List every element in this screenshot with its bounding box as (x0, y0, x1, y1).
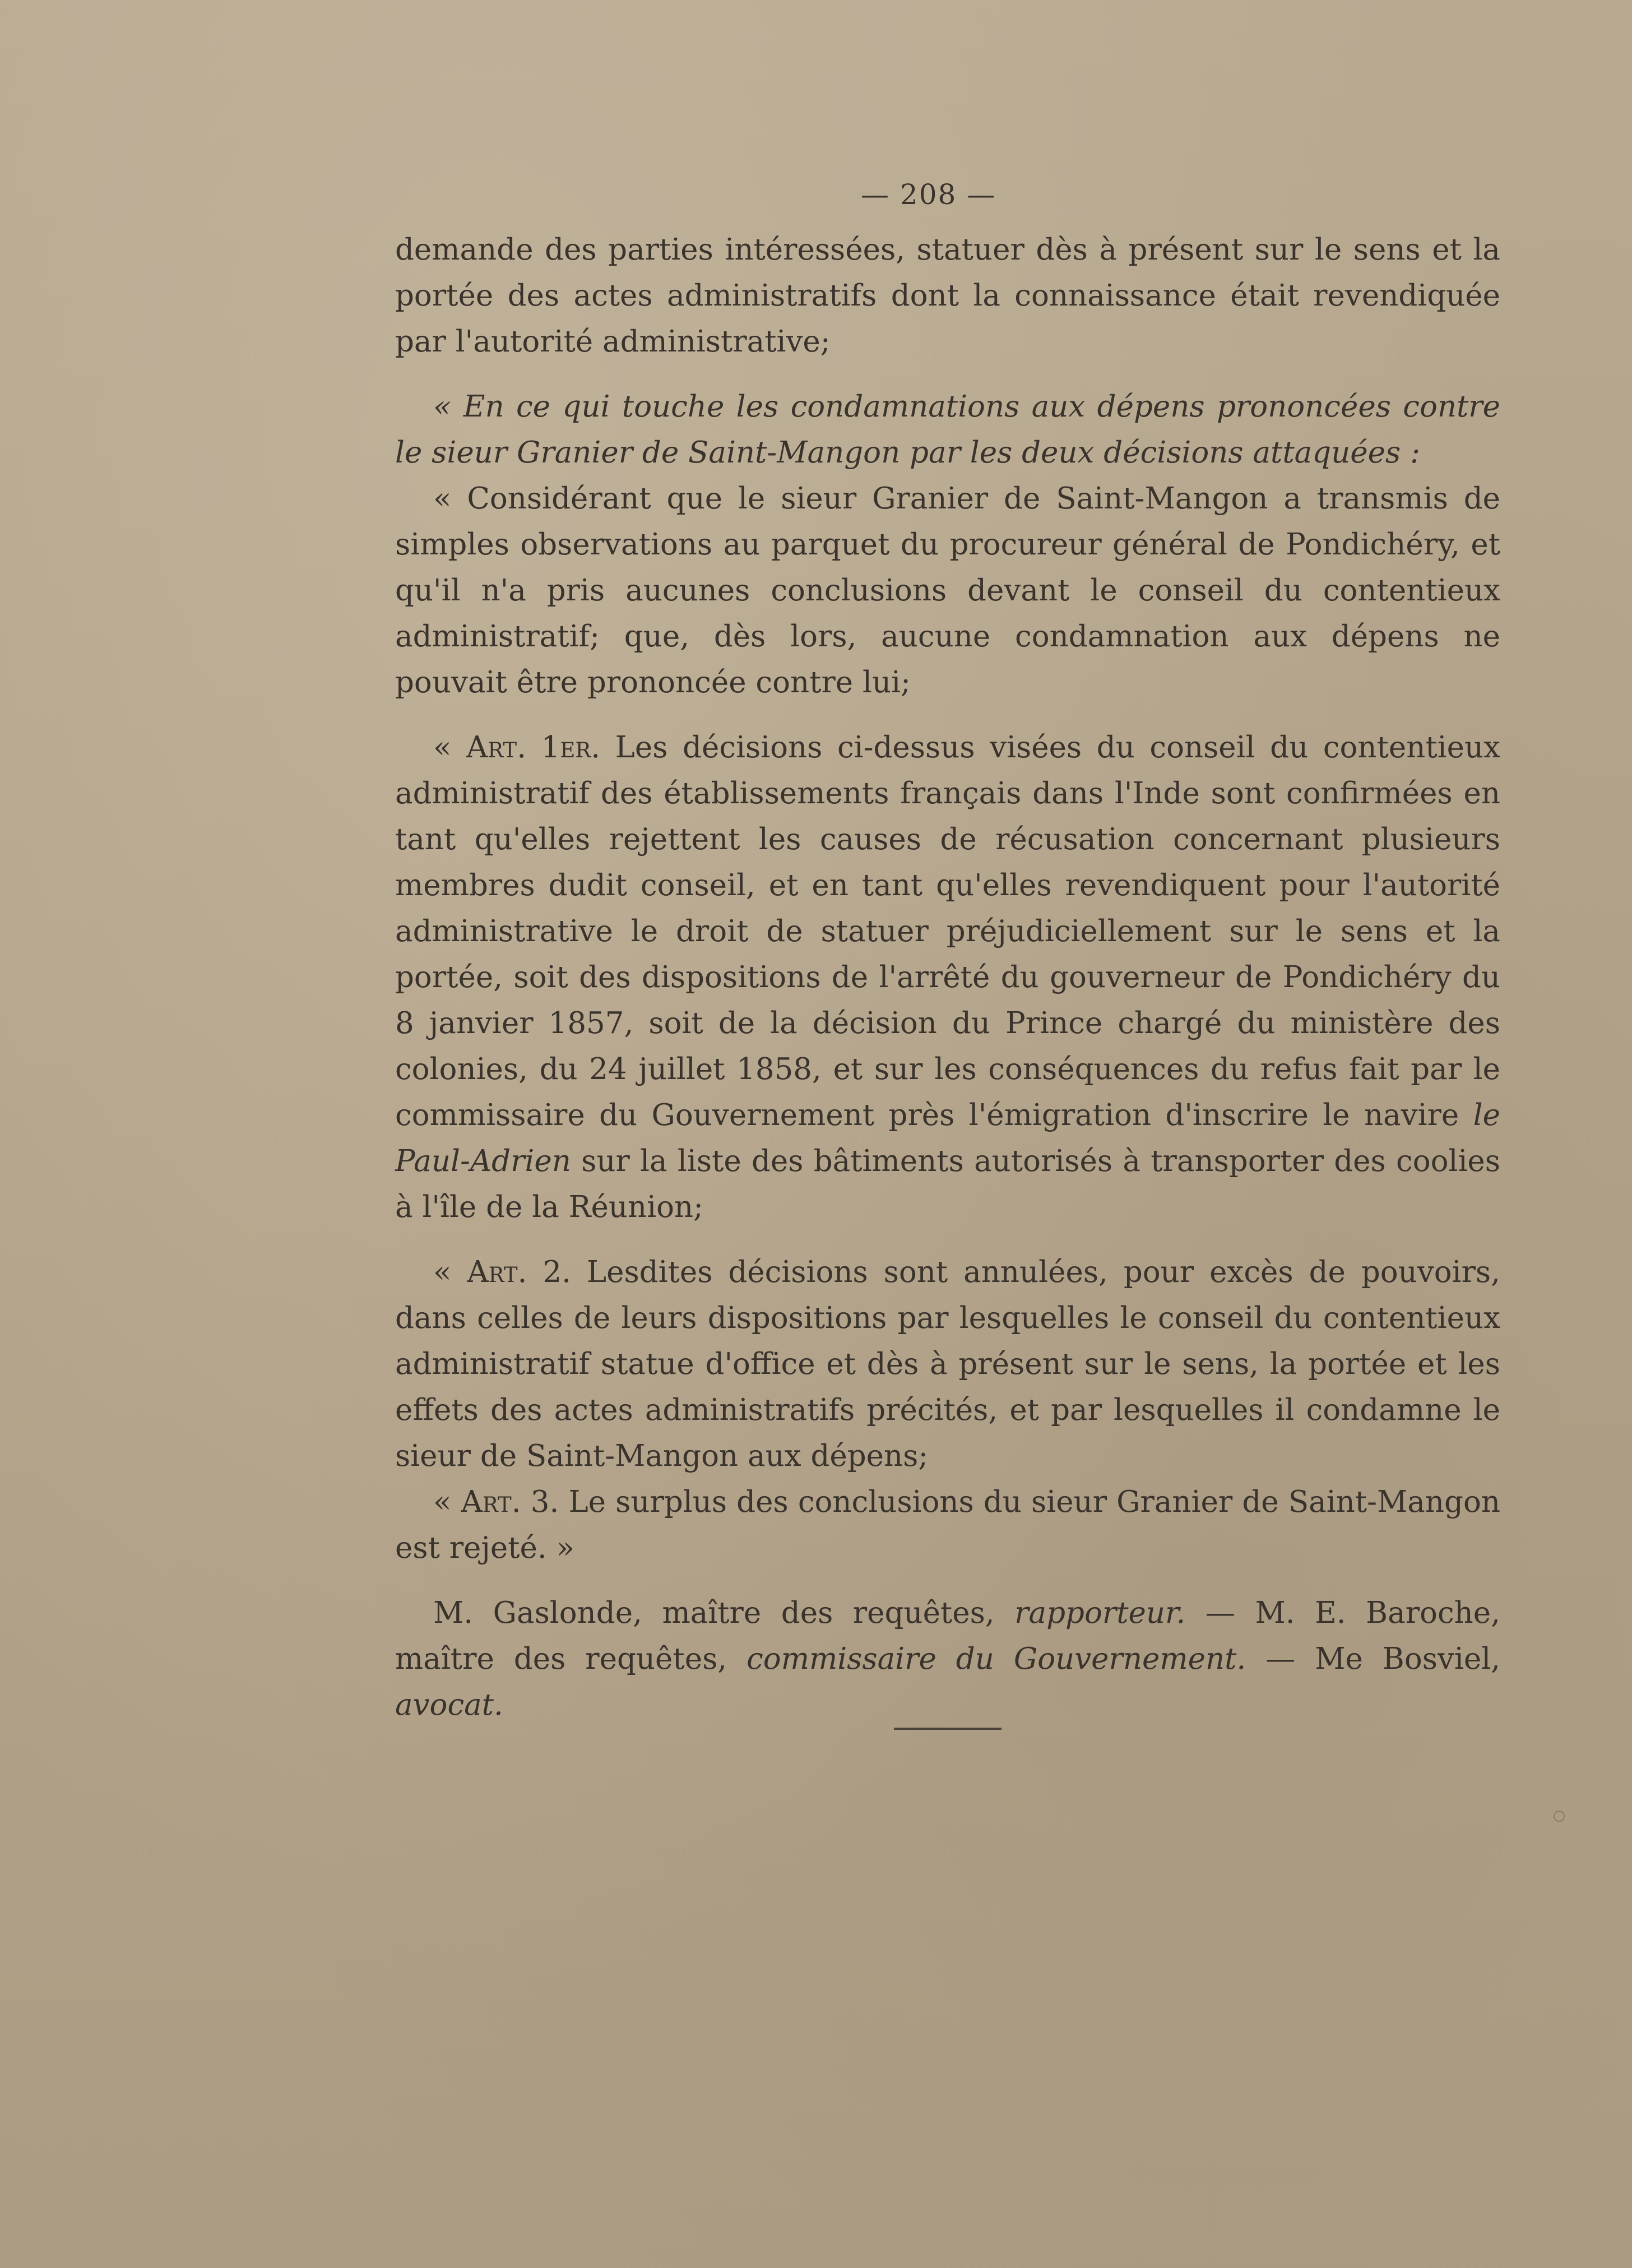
page-number: — 208 — (861, 178, 996, 211)
paragraph-article-2 (395, 1249, 1500, 1479)
article-text: Les décisions ci-dessus visées du conseil du contentieux administratif des établissements français dans l'Inde sont confirmées en tant qu'elles rejettent les causes de récusation concernant plusieurs membres dudit conseil, et en tant qu'elles revendiquent pour l'autorité administrative le droit de statuer préjudiciellement sur le sens et la portée, soit des dispositions de l'arrêté du gouverneur de Pondichéry du 8 janvier 1857, soit de la décision du Prince chargé du ministère des colonies, du 24 juillet 1858, et sur les conséquences du refus fait par le commissaire du Gouvernement près l'émigration d'inscrire le navire (395, 730, 1500, 1132)
quote-open: « (433, 730, 467, 765)
quote-open: « (433, 1485, 461, 1519)
credits-role: commissaire du Gouvernement. (747, 1642, 1246, 1676)
credits-text: — M. E. Baroche, maître des requêtes, (395, 1596, 1500, 1676)
article-text: Lesdites décisions sont annulées, pour excès de pouvoirs, dans celles de leurs dispositions par lesquelles le conseil du contentieux administratif statue d'office et dès à présent sur le sens, la portée et les effets des actes administratifs précités, et par lesquelles il condamne le sieur de Saint-Mangon aux dépens; (395, 1255, 1500, 1473)
article-label: Art. 1er. (466, 730, 601, 765)
body-text (395, 227, 1500, 1728)
article-text: Le surplus des conclusions du sieur Granier de Saint-Mangon est rejeté. » (395, 1485, 1500, 1565)
quote-open: « (433, 1255, 467, 1289)
credits-role: rapporteur. (1014, 1596, 1186, 1630)
end-rule (894, 1728, 1002, 1730)
ship-name: le Paul-Adrien (395, 1098, 1500, 1178)
paragraph-continuation: demande des parties intéressées, statuer dès à présent sur le sens et la portée des actes administratifs dont la connaissance était revendiquée par l'autorité administrative; (395, 233, 1500, 359)
credits-text: M. Gaslonde, maître des requêtes, (433, 1596, 1015, 1630)
paragraph-article-1 (395, 725, 1500, 1230)
credits-role: avocat. (395, 1688, 503, 1722)
paragraph-heading-depens: « En ce qui touche les condamnations aux dépens prononcées contre le sieur Granier de Saint-Mangon par les deux décisions attaquées : (395, 390, 1500, 470)
article-text-end: sur la liste des bâtiments autorisés à transporter des coolies à l'île de la Réunion; (395, 1144, 1500, 1224)
paragraph-article-3 (395, 1479, 1500, 1571)
credits-text: — Me Bosviel, (1246, 1642, 1500, 1676)
article-label: Art. 2. (467, 1255, 571, 1289)
paragraph-considerant: « Considérant que le sieur Granier de Saint-Mangon a transmis de simples observations au parquet du procureur général de Pondichéry, et qu'il n'a pris aucunes conclusions devant le conseil du contentieux administratif; que, dès lors, aucune condamnation aux dépens ne pouvait être prononcée contre lui; (395, 482, 1500, 700)
article-label: Art. 3. (461, 1485, 559, 1519)
paper-speck (1554, 1811, 1565, 1822)
paragraph-credits (395, 1590, 1500, 1728)
